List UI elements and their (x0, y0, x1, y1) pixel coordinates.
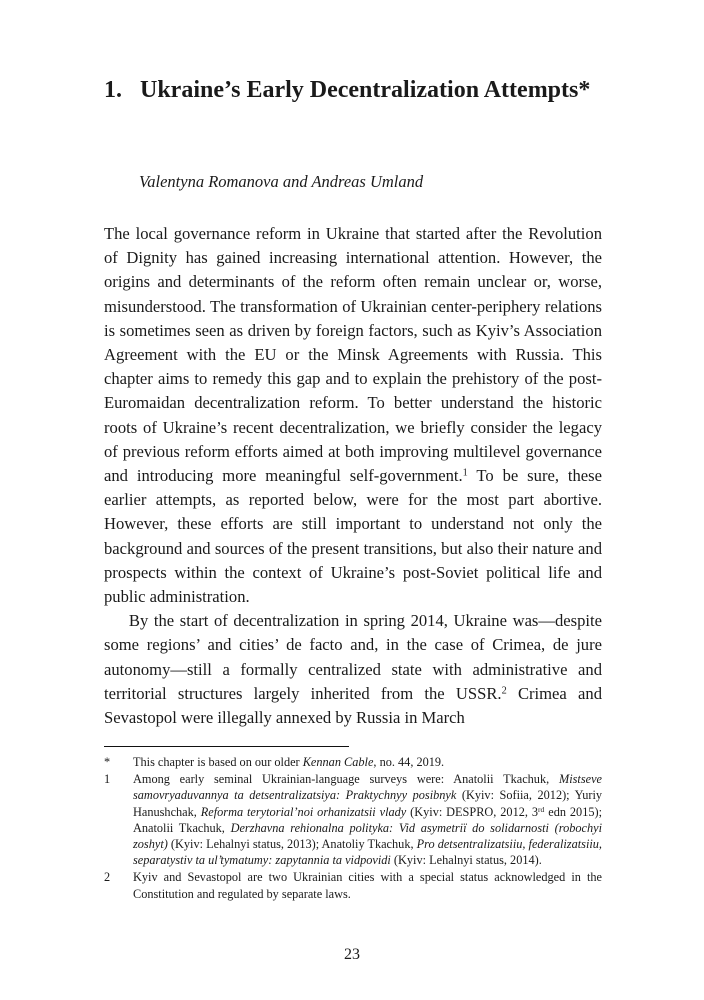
footnote-italic: Derzhavna rehionalna polityka: Vid asymetriï do solidarnosti (robochyi zoshyt) (133, 820, 602, 852)
footnote-text (133, 771, 602, 868)
footnote-text-part: Among early seminal Ukrainian-language surveys were: Anatolii Tkachuk, (133, 772, 559, 787)
paragraph-2-text-b: Crimea and Sevastopol were illegally annexed by Russia in March (104, 683, 602, 728)
footnote-superscript: rd (538, 804, 545, 814)
chapter-number: 1. (104, 77, 122, 103)
paragraph-1-text-b: To be sure, these earlier attempts, as reported below, were for the most part abortive. However, these efforts are still important to understand not only the background and sources of the present transitions, but also their nature and prospects within the context of Ukraine’s post-Soviet political life and public administration. (104, 466, 602, 607)
footnote-italic: Pro detsentralizatsiiu, federalizatsiiu, separatystiv ta ul’tymatumy: zapytannia ta vidpovidi (133, 837, 602, 868)
footnote-text-part: edn 2015); Anatolii Tkachuk, (133, 804, 602, 835)
footnotes (104, 754, 602, 903)
footnote-ref-1: 1 (462, 467, 468, 479)
chapter-title (104, 74, 604, 107)
paragraph-1 (104, 222, 602, 609)
footnote-ref-2: 2 (501, 685, 507, 697)
page-number: 23 (344, 946, 360, 963)
footnote-italic: Kennan Cable (302, 755, 374, 769)
paragraph-2-text-a: By the start of decentralization in spring 2014, Ukraine was—despite some regions’ and cities’ de facto and, in the case of Crimea, de jure autonomy—still a formally centralized state with administrative and territorial structures largely inherited from the USSR. (104, 611, 602, 703)
footnote-mark: 1 (104, 772, 111, 787)
footnote-divider (104, 746, 349, 747)
paragraph-2 (104, 609, 602, 730)
footnote-text-part: This chapter is based on our older (133, 755, 303, 769)
footnote-italic: Mistseve samovryaduvannya ta detsentralizatsiya: Praktychnyy posibnyk (133, 772, 602, 803)
footnote-text-part: (Kyiv: Lehalnyi status, 2014). (390, 853, 542, 868)
footnote-mark: 2 (104, 870, 111, 885)
footnote-mark: * (104, 755, 111, 769)
footnote-text: Kyiv and Sevastopol are two Ukrainian cities with a special status acknowledged in the Constitution and regulated by separate laws. (133, 870, 602, 901)
footnote-text-part: (Kyiv: Sofiia, 2012); Yuriy Hanushchak, (133, 788, 603, 819)
footnote-italic: Reforma terytorial’noi orhanizatsii vlady (200, 804, 407, 819)
chapter-authors: Valentyna Romanova and Andreas Umland (139, 172, 424, 191)
body-text (104, 222, 602, 730)
footnote-text-part: (Kyiv: DESPRO, 2012, 3 (406, 804, 538, 819)
chapter-title-text: Ukraine’s Early Decentralization Attempts* (140, 77, 591, 103)
footnote-star (104, 754, 602, 770)
footnote-text-part: (Kyiv: Lehalnyi status, 2013); Anatoliy Tkachuk, (167, 837, 417, 852)
footnote-2 (104, 869, 602, 901)
footnote-text-part: , no. 44, 2019. (373, 755, 445, 769)
footnote-1 (104, 771, 602, 868)
paragraph-1-text-a: The local governance reform in Ukraine that started after the Revolution of Dignity has gained increasing international attention. However, the origins and determinants of the reform often remain unclear or, worse, misunderstood. The transformation of Ukrainian center-periphery relations is sometimes seen as driven by foreign factors, such as Kyiv’s Association Agreement with the EU or the Minsk Agreements with Russia. This chapter aims to remedy this gap and to explain the prehistory of the post-Euromaidan decentralization reform. To better understand the historic roots of Ukraine’s recent decentralization, we briefly consider the legacy of previous reform efforts aimed at both improving multilevel governance and introducing more meaningful self-government. (104, 224, 602, 486)
footnote-text (133, 754, 602, 770)
